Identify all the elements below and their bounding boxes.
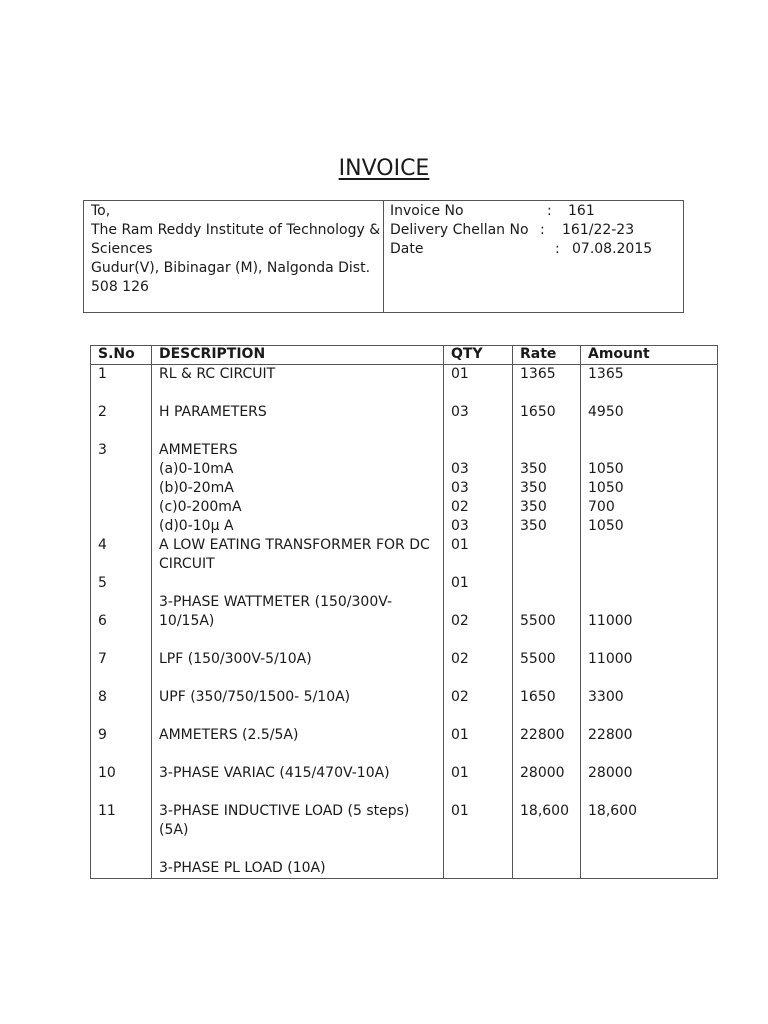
header-qty: QTY	[444, 346, 513, 365]
rate-line	[520, 707, 580, 726]
description-line	[159, 422, 443, 441]
sno-cell	[91, 707, 152, 745]
rate-line	[520, 783, 580, 802]
amount-line	[588, 574, 717, 593]
recipient-address: Gudur(V), Bibinagar (M), Nalgonda Dist.	[91, 260, 371, 276]
amount-line	[588, 745, 717, 764]
rate-line	[520, 593, 580, 612]
qty-line: 03	[451, 404, 469, 420]
qty-cell	[444, 707, 513, 745]
qty-cell	[444, 365, 513, 385]
qty-line	[451, 384, 512, 403]
rate-cell	[513, 536, 581, 574]
rate-line: 28000	[520, 765, 565, 781]
delivery-chellan-sep: :	[540, 222, 545, 238]
amount-line: 700	[588, 499, 615, 515]
amount-cell	[581, 574, 718, 593]
invoice-title: INVOICE	[338, 156, 430, 181]
description-line	[159, 745, 443, 764]
rate-line: 350	[520, 518, 547, 534]
amount-line: 1050	[588, 480, 624, 496]
description-line: UPF (350/750/1500- 5/10A)	[159, 689, 351, 705]
qty-line	[451, 631, 512, 650]
sno-line	[98, 669, 151, 688]
rate-line: 1650	[520, 689, 556, 705]
sno-line	[98, 707, 151, 726]
amount-line	[588, 441, 717, 460]
qty-line: 03	[451, 480, 469, 496]
description-line: AMMETERS	[159, 442, 238, 458]
amount-line	[588, 707, 717, 726]
sno-cell	[91, 574, 152, 593]
table-header-row	[91, 346, 718, 365]
qty-line: 02	[451, 651, 469, 667]
sno-line	[98, 745, 151, 764]
rate-line: 5500	[520, 651, 556, 667]
table-row	[91, 593, 718, 631]
sno-line: 10	[98, 765, 116, 781]
delivery-chellan-value: 161/22-23	[562, 222, 635, 238]
amount-cell	[581, 669, 718, 707]
address-box	[83, 200, 684, 313]
sno-line: 8	[98, 689, 107, 705]
description-line	[159, 384, 443, 403]
qty-line: 01	[451, 366, 469, 382]
header-rate: Rate	[513, 346, 581, 365]
description-line: (a)0-10mA	[159, 461, 234, 477]
rate-cell	[513, 745, 581, 783]
header-description: DESCRIPTION	[152, 346, 444, 365]
description-cell	[152, 707, 444, 745]
table-row	[91, 384, 718, 422]
qty-cell	[444, 593, 513, 631]
rate-line	[520, 384, 580, 403]
qty-line: 02	[451, 613, 469, 629]
qty-line: 01	[451, 765, 469, 781]
description-line: (b)0-20mA	[159, 480, 234, 496]
date-row	[390, 240, 683, 259]
description-line	[159, 631, 443, 650]
items-table	[90, 345, 718, 879]
rate-line: 22800	[520, 727, 565, 743]
amount-line: 1365	[588, 366, 624, 382]
amount-line: 22800	[588, 727, 633, 743]
invoice-no-label: Invoice No	[390, 203, 464, 219]
description-cell	[152, 593, 444, 631]
rate-line	[520, 422, 580, 441]
table-row	[91, 574, 718, 593]
description-line: 3-PHASE WATTMETER (150/300V-	[159, 594, 393, 610]
description-line	[159, 574, 443, 593]
date-label: Date	[390, 241, 424, 257]
date-sep: :	[555, 241, 560, 257]
rate-cell	[513, 422, 581, 536]
sno-line: 4	[98, 537, 107, 553]
rate-line: 350	[520, 480, 547, 496]
description-line: (c)0-200mA	[159, 499, 242, 515]
recipient-pincode: 508 126	[91, 279, 149, 295]
invoice-no-row	[390, 202, 683, 221]
table-row	[91, 783, 718, 879]
qty-line: 01	[451, 575, 469, 591]
recipient-block	[84, 201, 384, 312]
amount-line	[588, 384, 717, 403]
description-cell	[152, 536, 444, 574]
amount-line	[588, 783, 717, 802]
sno-line	[98, 593, 151, 612]
header-amount: Amount	[581, 346, 718, 365]
sno-line: 7	[98, 651, 107, 667]
sno-cell	[91, 593, 152, 631]
date-value: 07.08.2015	[572, 241, 653, 257]
description-line	[159, 707, 443, 726]
amount-cell	[581, 422, 718, 536]
amount-line: 3300	[588, 689, 624, 705]
sno-line: 1	[98, 366, 107, 382]
description-line: 3-PHASE PL LOAD (10A)	[159, 860, 326, 876]
to-label: To,	[91, 203, 111, 219]
description-cell	[152, 783, 444, 879]
rate-cell	[513, 365, 581, 385]
rate-cell	[513, 631, 581, 669]
table-row	[91, 536, 718, 574]
description-line	[159, 840, 443, 859]
rate-line: 350	[520, 499, 547, 515]
invoice-info-block	[384, 201, 683, 259]
qty-line	[451, 707, 512, 726]
description-line: RL & RC CIRCUIT	[159, 366, 276, 382]
sno-line: 11	[98, 803, 116, 819]
rate-line: 350	[520, 461, 547, 477]
amount-line: 1050	[588, 518, 624, 534]
amount-line: 18,600	[588, 803, 637, 819]
sno-line: 6	[98, 613, 107, 629]
table-row	[91, 365, 718, 385]
rate-line	[520, 536, 580, 555]
sno-line: 9	[98, 727, 107, 743]
amount-line	[588, 631, 717, 650]
rate-cell	[513, 783, 581, 879]
rate-cell	[513, 707, 581, 745]
qty-line	[451, 593, 512, 612]
table-row	[91, 422, 718, 536]
sno-line	[98, 631, 151, 650]
description-line: CIRCUIT	[159, 556, 215, 572]
table-row	[91, 707, 718, 745]
description-line	[159, 669, 443, 688]
amount-line: 1050	[588, 461, 624, 477]
sno-line: 3	[98, 442, 107, 458]
amount-cell	[581, 783, 718, 879]
table-row	[91, 631, 718, 669]
rate-line: 1650	[520, 404, 556, 420]
sno-cell	[91, 631, 152, 669]
delivery-chellan-row	[390, 221, 683, 240]
rate-line	[520, 669, 580, 688]
description-line: (d)0-10µ A	[159, 518, 234, 534]
qty-line: 01	[451, 727, 469, 743]
description-cell	[152, 384, 444, 422]
description-line: A LOW EATING TRANSFORMER FOR DC	[159, 537, 430, 553]
sno-line: 2	[98, 404, 107, 420]
sno-line	[98, 783, 151, 802]
sno-line: 5	[98, 575, 107, 591]
qty-line	[451, 441, 512, 460]
invoice-no-value: 161	[568, 203, 595, 219]
rate-line: 5500	[520, 613, 556, 629]
rate-cell	[513, 593, 581, 631]
delivery-chellan-label: Delivery Chellan No	[390, 222, 529, 238]
amount-line	[588, 593, 717, 612]
qty-line: 02	[451, 499, 469, 515]
qty-cell	[444, 631, 513, 669]
rate-line: 18,600	[520, 803, 569, 819]
rate-line: 1365	[520, 366, 556, 382]
description-line: (5A)	[159, 822, 189, 838]
rate-line	[520, 441, 580, 460]
qty-cell	[444, 574, 513, 593]
rate-cell	[513, 384, 581, 422]
description-line: 10/15A)	[159, 613, 215, 629]
table-row	[91, 669, 718, 707]
qty-line	[451, 669, 512, 688]
qty-line: 02	[451, 689, 469, 705]
sno-cell	[91, 384, 152, 422]
description-cell	[152, 631, 444, 669]
description-line: LPF (150/300V-5/10A)	[159, 651, 312, 667]
invoice-no-sep: :	[547, 203, 552, 219]
qty-line	[451, 422, 512, 441]
amount-cell	[581, 365, 718, 385]
qty-cell	[444, 384, 513, 422]
amount-line	[588, 422, 717, 441]
qty-cell	[444, 536, 513, 574]
description-cell	[152, 745, 444, 783]
sno-cell	[91, 422, 152, 536]
description-cell	[152, 365, 444, 385]
header-sno: S.No	[91, 346, 152, 365]
qty-line: 01	[451, 537, 469, 553]
amount-cell	[581, 745, 718, 783]
description-line: AMMETERS (2.5/5A)	[159, 727, 299, 743]
rate-line	[520, 745, 580, 764]
description-cell	[152, 669, 444, 707]
description-line: H PARAMETERS	[159, 404, 267, 420]
qty-line: 01	[451, 803, 469, 819]
amount-cell	[581, 593, 718, 631]
qty-cell	[444, 422, 513, 536]
amount-line	[588, 536, 717, 555]
recipient-name: The Ram Reddy Institute of Technology &	[91, 222, 381, 238]
sno-line	[98, 422, 151, 441]
sno-cell	[91, 745, 152, 783]
rate-line	[520, 574, 580, 593]
amount-line: 11000	[588, 651, 633, 667]
qty-line	[451, 783, 512, 802]
description-cell	[152, 422, 444, 536]
qty-line: 03	[451, 461, 469, 477]
rate-cell	[513, 574, 581, 593]
amount-cell	[581, 536, 718, 574]
qty-line: 03	[451, 518, 469, 534]
recipient-name-cont: Sciences	[91, 241, 153, 257]
amount-cell	[581, 631, 718, 669]
table-row	[91, 745, 718, 783]
sno-cell	[91, 536, 152, 574]
sno-cell	[91, 783, 152, 879]
qty-cell	[444, 669, 513, 707]
sno-cell	[91, 365, 152, 385]
amount-cell	[581, 707, 718, 745]
description-line	[159, 783, 443, 802]
description-cell	[152, 574, 444, 593]
qty-cell	[444, 745, 513, 783]
rate-line	[520, 631, 580, 650]
qty-cell	[444, 783, 513, 879]
amount-line: 28000	[588, 765, 633, 781]
amount-line: 4950	[588, 404, 624, 420]
amount-line	[588, 669, 717, 688]
amount-cell	[581, 384, 718, 422]
description-line: 3-PHASE VARIAC (415/470V-10A)	[159, 765, 390, 781]
rate-cell	[513, 669, 581, 707]
sno-cell	[91, 669, 152, 707]
description-line: 3-PHASE INDUCTIVE LOAD (5 steps)	[159, 803, 410, 819]
sno-line	[98, 384, 151, 403]
amount-line: 11000	[588, 613, 633, 629]
qty-line	[451, 745, 512, 764]
